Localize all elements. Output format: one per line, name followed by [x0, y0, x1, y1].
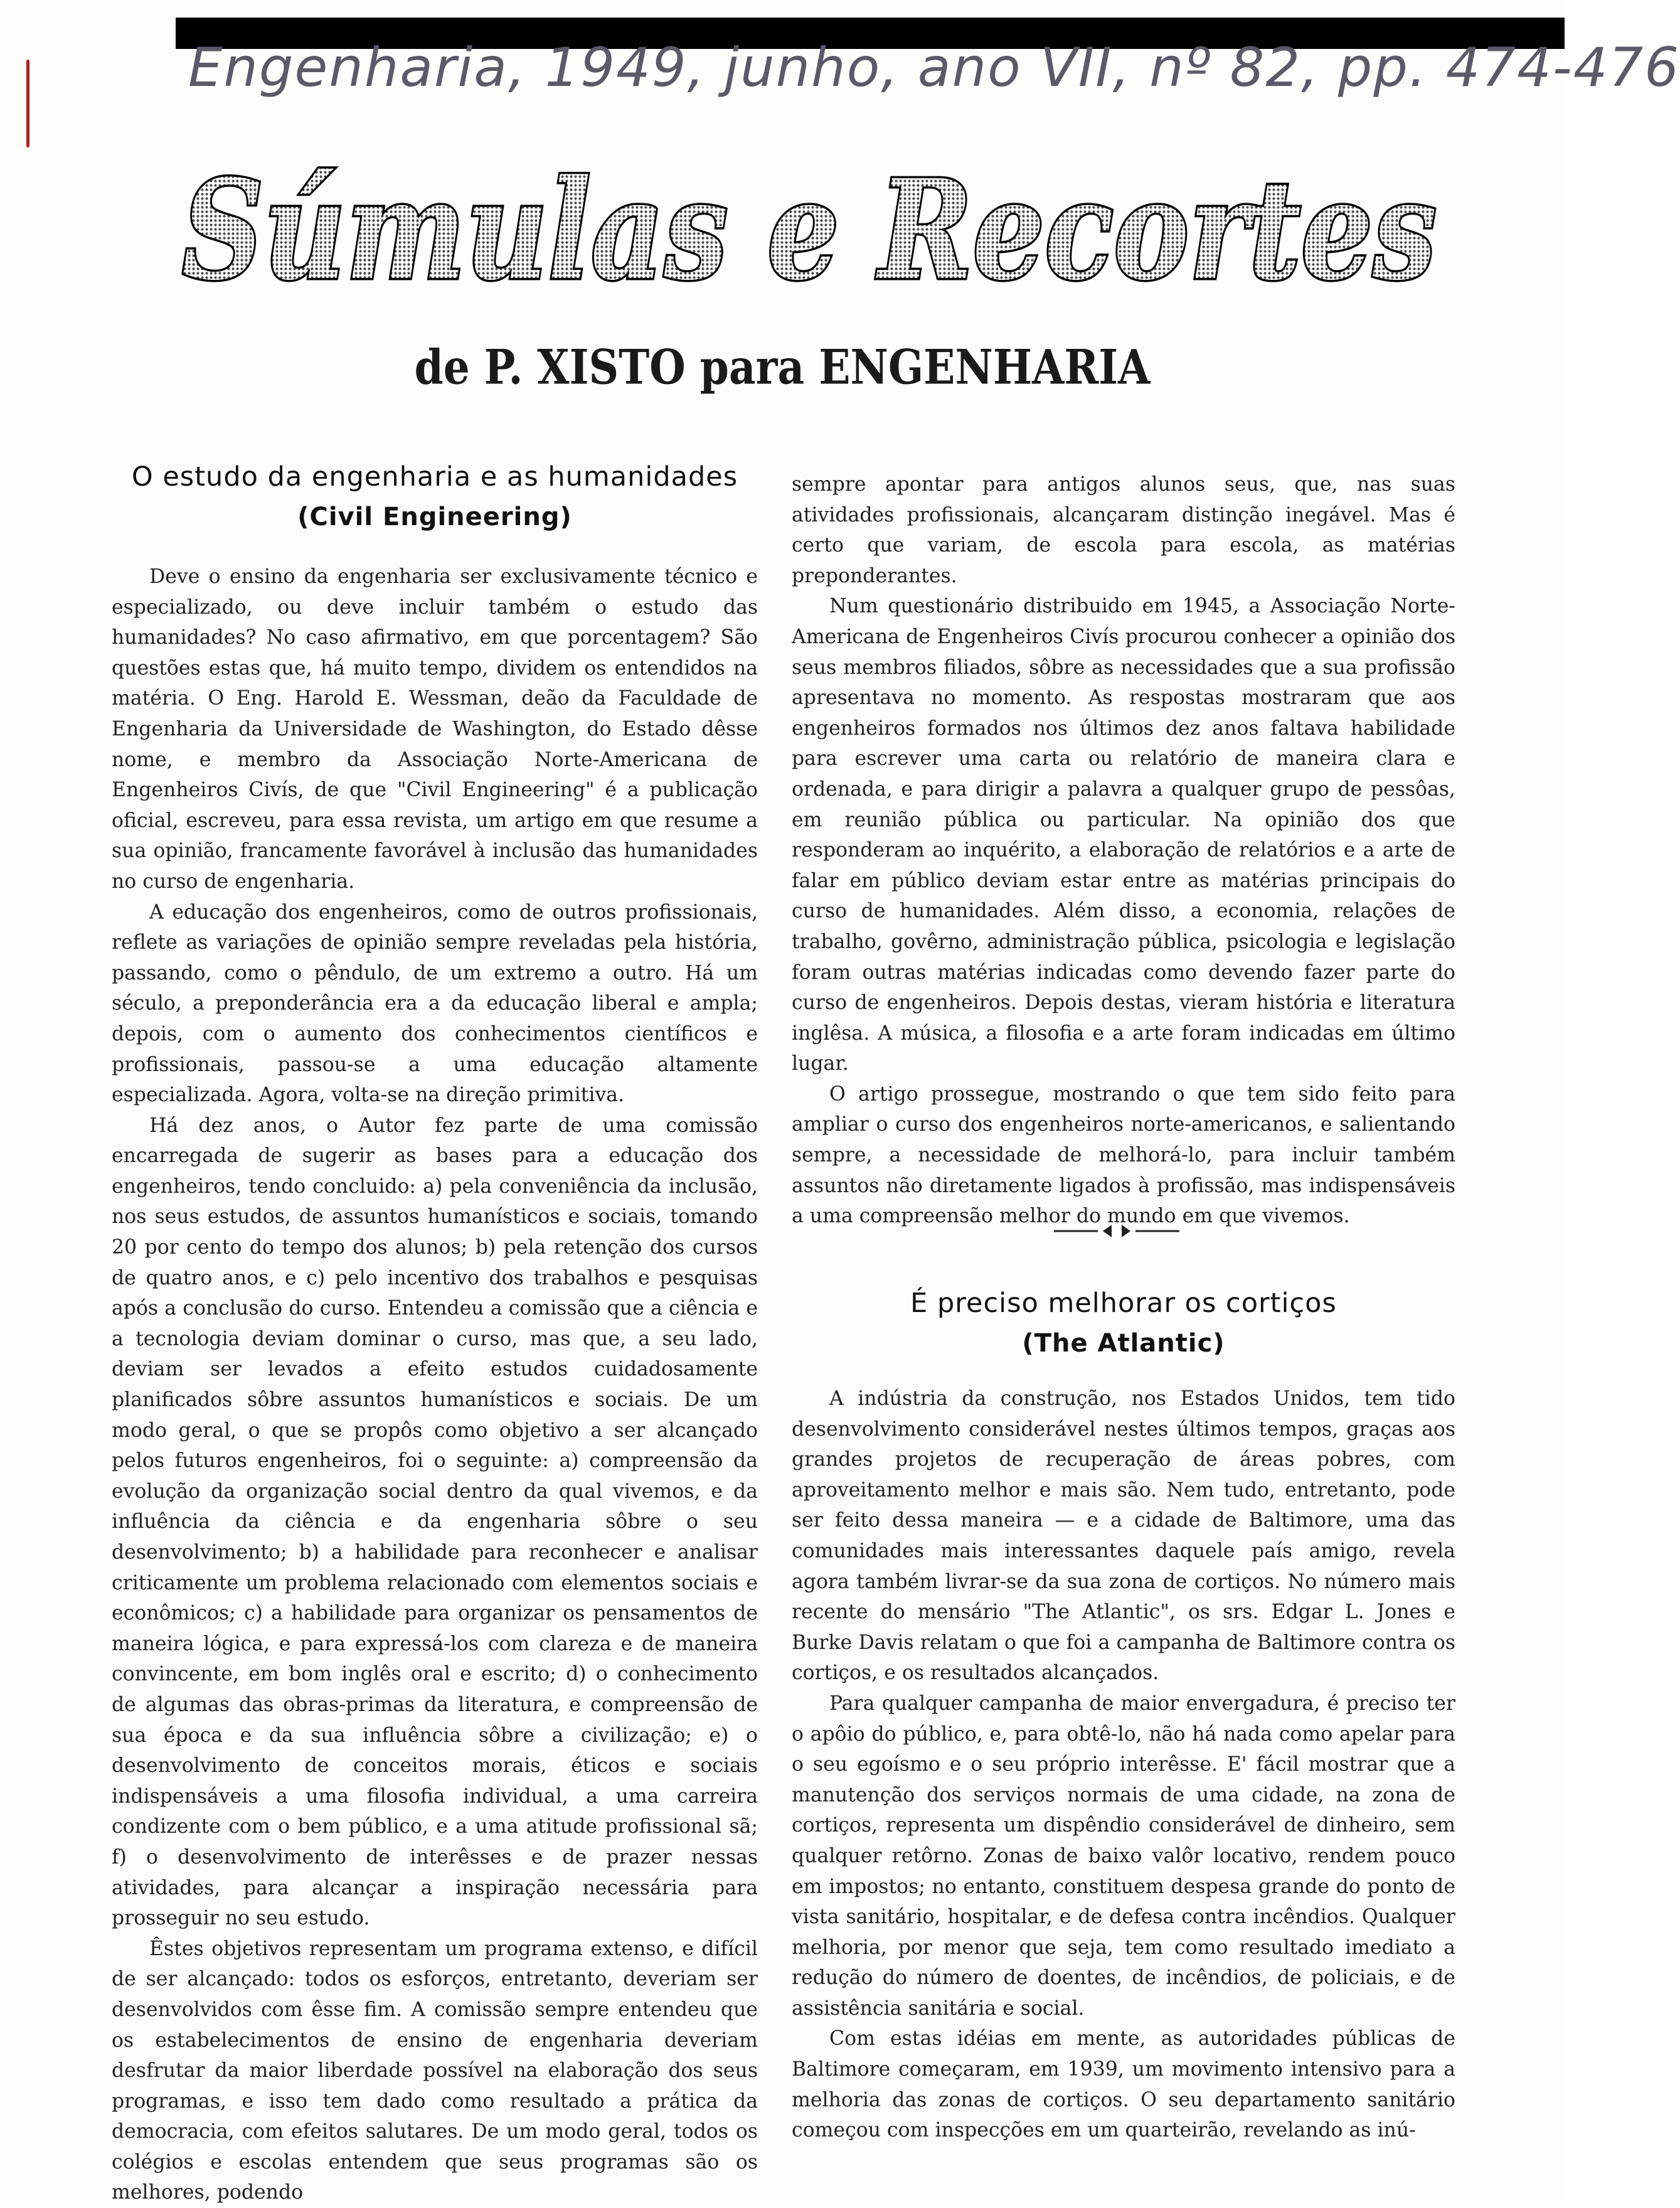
paragraph: A educação dos engenheiros, como de outros profissionais, reflete as variações de opinião sempre reveladas pela história, passando, como o pêndulo, de um extremo a outro. Há um século, a preponderância era a da educação liberal e ampla; depois, com o aumento dos conhecimentos científicos e profissionais, passou-se a uma educação altamente especializada. Agora, volta-se na direção primitiva. [112, 900, 758, 1107]
paragraph: Êstes objetivos representam um programa extenso, e difícil de ser alcançado: todos os esforços, entretanto, deveriam ser desenvolvidos com êsse fim. A comissão sempre entendeu que os estabelecimentos de ensino de engenharia deveriam desfrutar da maior liberdade possível na elaboração dos seus programas, e isso tem dado como resultado a prática da democracia, com efeitos salutares. De um modo geral, todos os colégios e escolas entendem que seus programas são os melhores, podendo [112, 1937, 758, 2204]
masthead-title-graphic [169, 135, 1449, 323]
handwritten-citation: Engenharia, 1949, junho, ano VII, nº 82, pp. 474-476 [188, 36, 1680, 99]
article2-heading [792, 1283, 1455, 1363]
article2-source: (The Atlantic) [1022, 1329, 1225, 1358]
paragraph: sempre apontar para antigos alunos seus, que, nas suas atividades profissionais, alcançaram distinção inegável. Mas é certo que variam, de escola para escola, as matérias preponderantes. [792, 473, 1455, 587]
article2-title: É preciso melhorar os cortiços [910, 1288, 1337, 1319]
masthead-title-text: Súmulas e Recortes [182, 150, 1437, 311]
article2-column [792, 1384, 1455, 2146]
section-divider-ornament [1054, 1219, 1179, 1244]
paragraph: A indústria da construção, nos Estados Unidos, tem tido desenvolvimento considerável nestes últimos tempos, graças aos grandes projetos de recuperação de áreas pobres, com aproveitamento melhor e mais são. Nem tudo, entretanto, pode ser feito dessa maneira — e a cidade de Baltimore, uma das comunidades mais interessantes daquele país amigo, revela agora também livrar-se da sua zona de cortiços. No número mais recente do mensário "The Atlantic", os srs. Edgar L. Jones e Burke Davis relatam o que foi a campanha de Baltimore contra os cortiços, e os resultados alcançados. [792, 1387, 1455, 1685]
article1-heading [112, 457, 758, 537]
paragraph: Para qualquer campanha de maior envergadura, é preciso ter o apôio do público, e, para obtê-lo, não há nada como apelar para o seu egoísmo e o seu próprio interêsse. E' fácil mostrar que a manutenção dos serviços normais de uma cidade, na zona de cortiços, representa um dispêndio considerável de dinheiro, sem qualquer retôrno. Zonas de baixo valôr locativo, rendem pouco em impostos; no entanto, constituem despesa grande do ponto de vista sanitário, hospitalar, e de defesa contra incêndios. Qualquer melhoria, por menor que seja, tem como resultado imediato a redução do número de doentes, de incêndios, de policiais, e de assistência sanitária e social. [792, 1692, 1455, 2020]
article1-left-column [112, 562, 758, 2208]
paragraph: Num questionário distribuido em 1945, a Associação Norte-Americana de Engenheiros Civís procurou conhecer a opinião dos seus membros filiados, sôbre as necessidades que a sua profissão apresentava no momento. As respostas mostraram que aos engenheiros formados nos últimos dez anos faltava habilidade para escrever uma carta ou relatório de maneira clara e ordenada, e para dirigir a palavra a qualquer grupo de pessôas, em reunião pública ou particular. Na opinião dos que responderam ao inquérito, a elaboração de relatórios e a arte de falar em público deviam estar entre as matérias principais do curso de humanidades. Além disso, a economia, relações de trabalho, govêrno, administração pública, psicologia e legislação foram outras matérias indicadas como devendo fazer parte do curso de engenheiros. Depois destas, vieram história e literatura inglêsa. A música, a filosofia e a arte foram indicadas em último lugar. [792, 595, 1455, 1075]
margin-mark [26, 60, 29, 147]
article1-source: (Civil Engineering) [297, 503, 572, 531]
masthead-subtitle: de P. XISTO para ENGENHARIA [414, 339, 1151, 395]
paragraph: Com estas idéias em mente, as autoridades públicas de Baltimore começaram, em 1939, um movimento intensivo para a melhoria das zonas de cortiços. O seu departamento sanitário começou com inspecções em um quarteirão, revelando as inú- [792, 2027, 1455, 2142]
paragraph: O artigo prossegue, mostrando o que tem sido feito para ampliar o curso dos engenheiros norte-americanos, e salientando sempre, a necessidade de melhorá-lo, para incluir também assuntos não diretamente ligados à profissão, mas indispensáveis a uma compreensão melhor do mundo em que vivemos. [792, 1082, 1455, 1228]
paragraph: Deve o ensino da engenharia ser exclusivamente técnico e especializado, ou deve incluir também o estudo das humanidades? No caso afirmativo, em que porcentagem? São questões estas que, há muito tempo, dividem os entendidos na matéria. O Eng. Harold E. Wessman, deão da Faculdade de Engenharia da Universidade de Washington, do Estado dêsse nome, e membro da Associação Norte-Americana de Engenheiros Civís, de que "Civil Engineering" é a publicação oficial, escreveu, para essa revista, um artigo em que resume a sua opinião, francamente favorável à inclusão das humanidades no curso de engenharia. [112, 565, 758, 893]
article1-title: O estudo da engenharia e as humanidades [131, 461, 738, 493]
article1-right-column [792, 469, 1455, 1232]
masthead-logo [169, 135, 1449, 323]
paragraph: Há dez anos, o Autor fez parte de uma comissão encarregada de sugerir as bases para a educação dos engenheiros, tendo concluido: a) pela conveniência da inclusão, nos seus estudos, de assuntos humanísticos e sociais, tomando 20 por cento do tempo dos alunos; b) pela retenção dos cursos de quatro anos, e c) pelo incentivo dos trabalhos e pesquisas após a conclusão do curso. Entendeu a comissão que a ciência e a tecnologia deviam dominar o curso, mas que, a seu lado, deviam ser levados a efeito estudos cuidadosamente planificados sôbre assuntos humanísticos e sociais. De um modo geral, o que se propôs como objetivo a ser alcançado pelos futuros engenheiros, foi o seguinte: a) compreensão da evolução da organização social dentro da qual vivemos, e da influência da ciência e da engenharia sôbre o seu desenvolvimento; b) a habilidade para reconhecer e analisar criticamente um problema relacionado com elementos sociais e econômicos; c) a habilidade para organizar os pensamentos de maneira lógica, e para expressá-los com clareza e de maneira convincente, em bom inglês oral e escrito; d) o conhecimento de algumas das obras-primas da literatura, e compreensão de sua época e da sua influência sôbre a civilização; e) o desenvolvimento de conceitos morais, éticos e sociais indispensáveis a uma filosofia individual, a uma carreira condizente com o bem público, e a uma atitude profissional sã; f) o desenvolvimento de interêsses e de prazer nessas atividades, para alcançar a inspiração necessária para prosseguir no seu estudo. [112, 1114, 758, 1930]
